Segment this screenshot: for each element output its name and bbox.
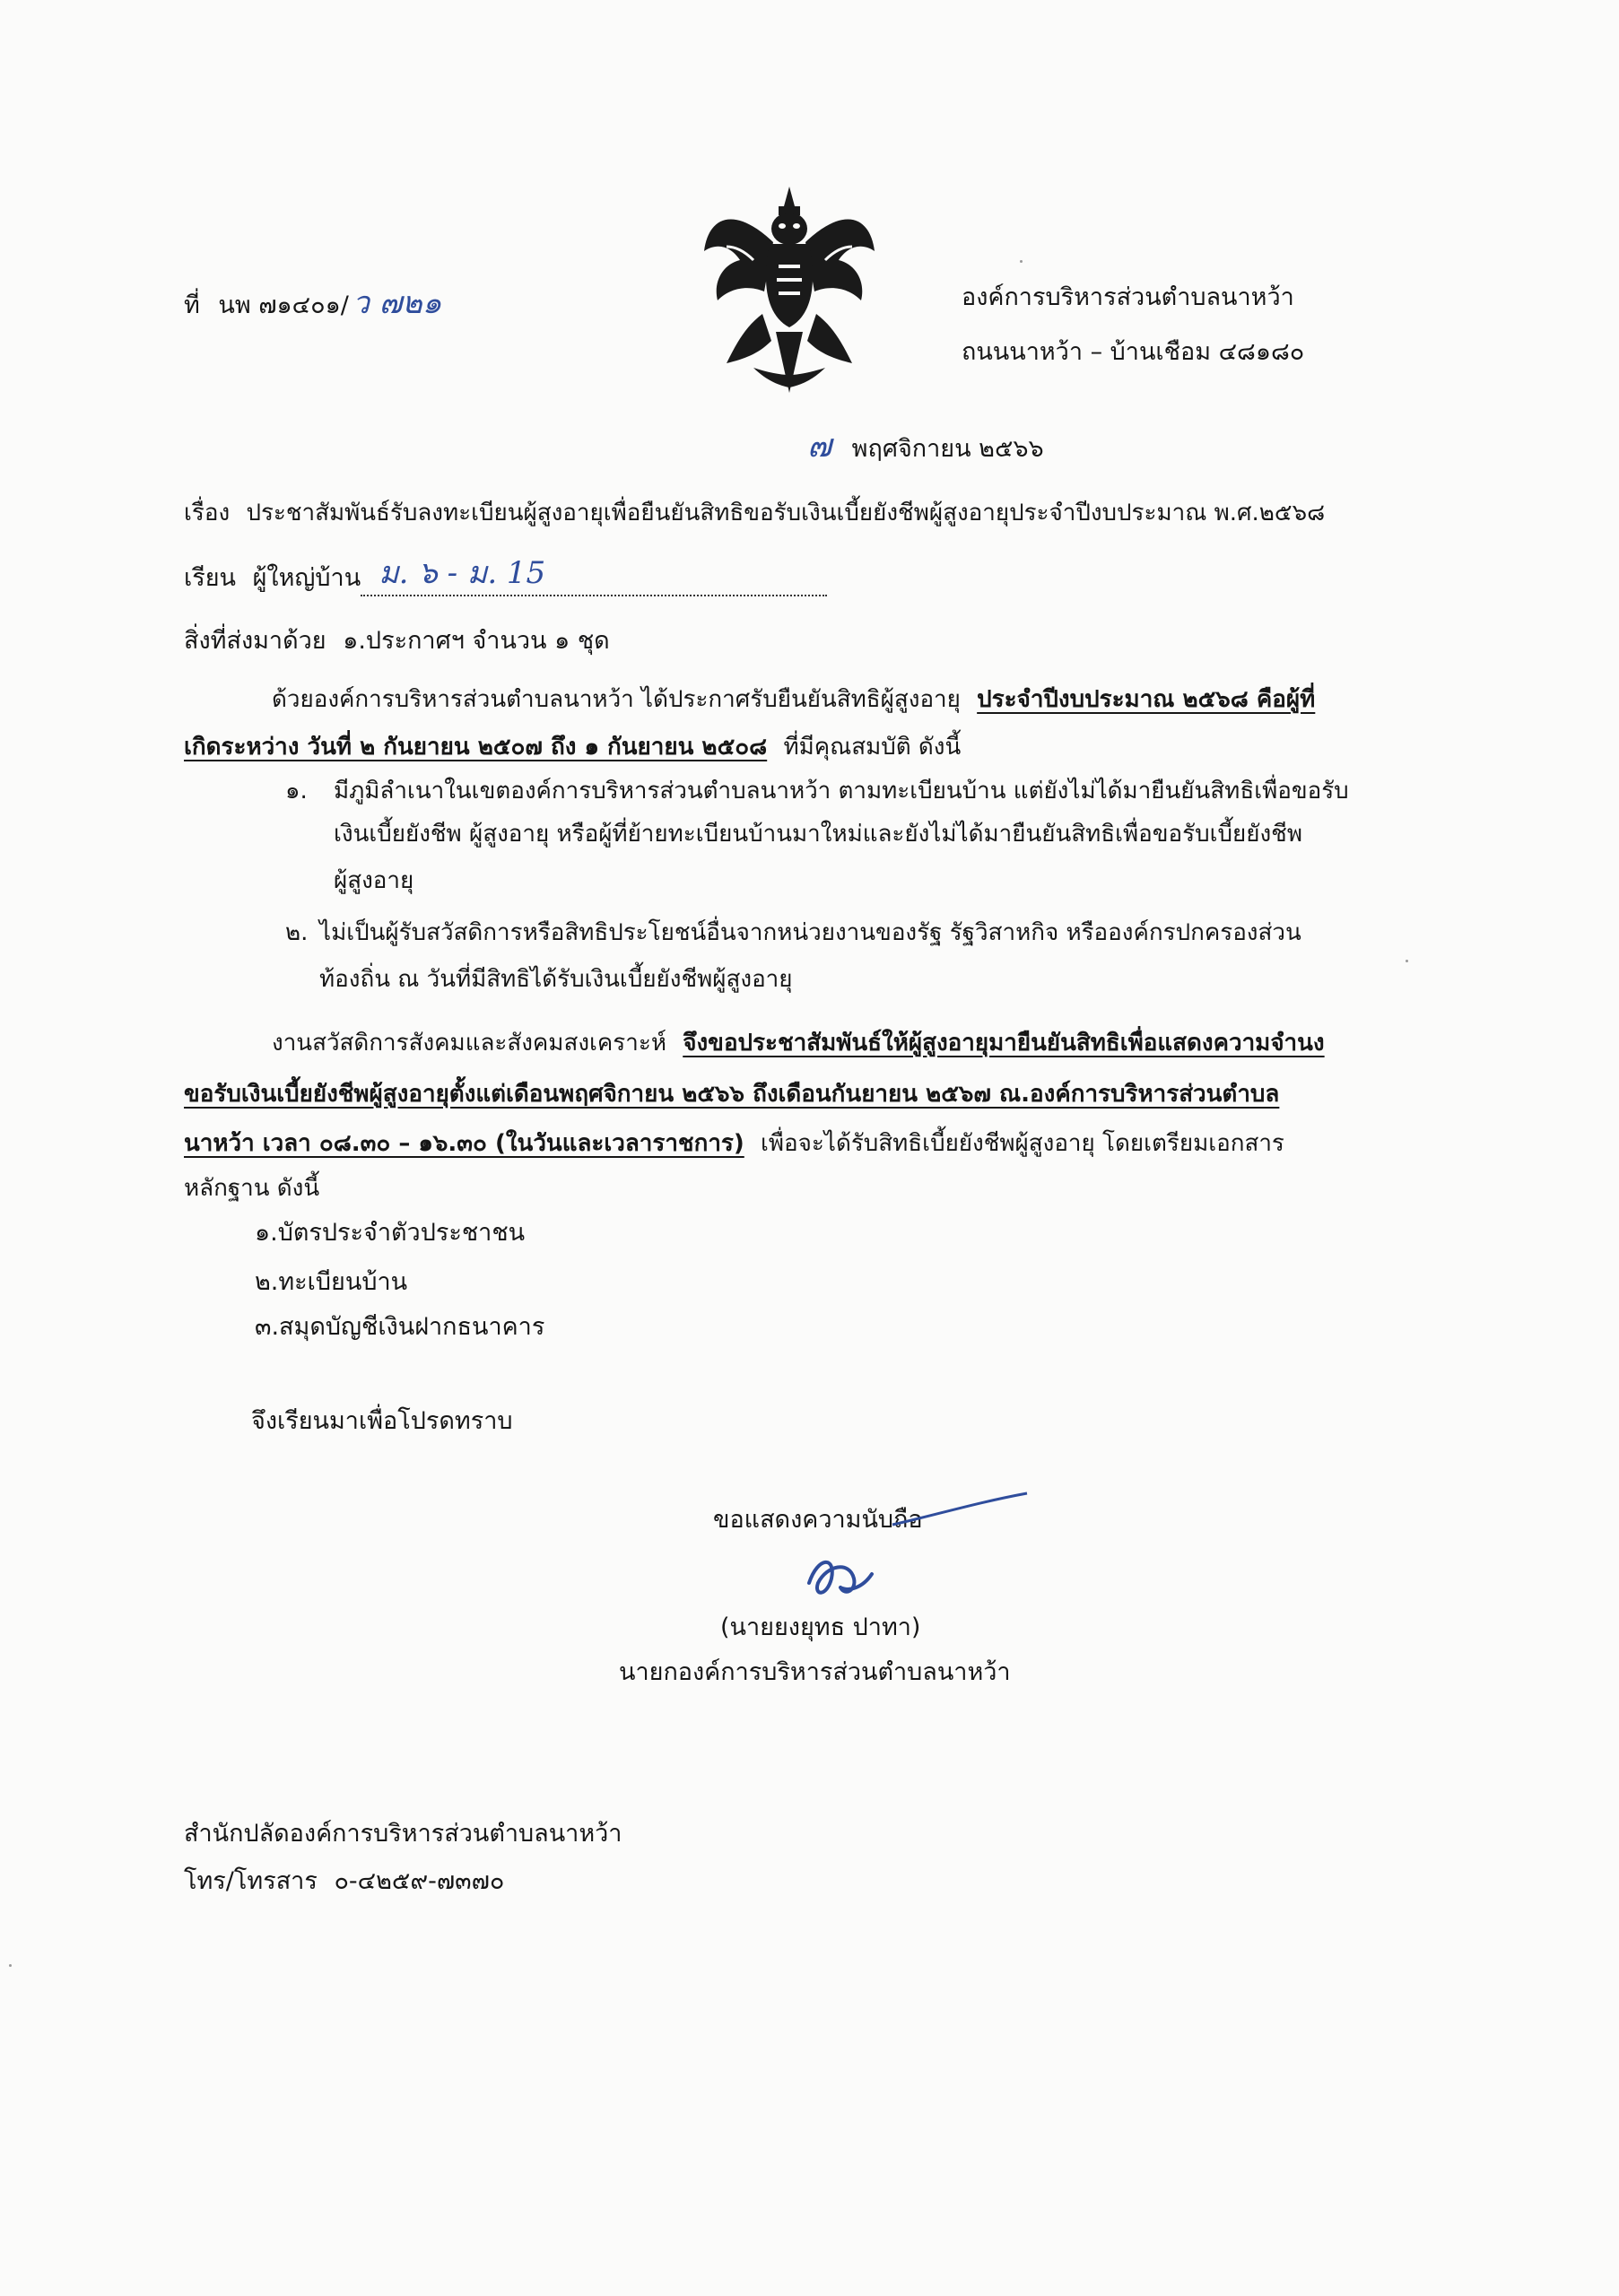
closing-line: จึงเรียนมาเพื่อโปรดทราบ — [251, 1407, 513, 1435]
subject-label: เรื่อง — [184, 500, 231, 526]
footer-phone-number: ๐-๔๒๕๙-๗๓๗๐ — [334, 1867, 505, 1895]
signature-icon — [800, 1547, 881, 1610]
paragraph-2-line-4: หลักฐาน ดังนี้ — [184, 1175, 320, 1202]
recipient-label: เรียน — [184, 564, 237, 592]
criteria-2-number: ๒. — [285, 919, 309, 946]
paragraph-2-highlight-1: จึงขอประชาสัมพันธ์ให้ผู้สูงอายุมายืนยันสิทธิเพื่อแสดงความจำนง — [683, 1030, 1325, 1057]
subject-text: ประชาสัมพันธ์รับลงทะเบียนผู้สูงอายุเพื่อยืนยันสิทธิขอรับเงินเบี้ยยังชีพผู้สูงอายุประจำปีงบประมาณ พ.ศ.๒๕๖๘ — [246, 500, 1326, 526]
paragraph-1-highlight: ประจำปีงบประมาณ ๒๕๖๘ คือผู้ที่ — [977, 686, 1316, 713]
paragraph-2-line-3 — [184, 1126, 1284, 1161]
recipient-line — [184, 555, 827, 596]
recipient-text: ผู้ใหญ่บ้าน — [252, 564, 361, 592]
reference-prefix: ที่ — [184, 291, 200, 319]
paragraph-2-line-1 — [272, 1025, 1325, 1061]
criteria-1-line-1: มีภูมิลำเนาในเขตองค์การบริหารส่วนตำบลนาหว้า ตามทะเบียนบ้าน แต่ยังไม่ได้มายืนยันสิทธิเพื่อขอรับ — [334, 778, 1349, 804]
paragraph-2-line-2: ขอรับเงินเบี้ยยังชีพผู้สูงอายุตั้งแต่เดือนพฤศจิกายน ๒๕๖๖ ถึงเดือนกันยายน ๒๕๖๗ ณ.องค์การบริหารส่วนตำบล — [184, 1081, 1280, 1108]
paragraph-2-intro: งานสวัสดิการสังคมและสังคมสงเคราะห์ — [272, 1030, 666, 1057]
regards-line: ขอแสดงความนับถือ — [713, 1506, 923, 1534]
signature-flourish-icon — [888, 1489, 1031, 1534]
date-handwritten-day: ๗ — [807, 428, 832, 465]
scan-speck — [1020, 260, 1023, 263]
reference-number — [184, 285, 441, 324]
enclosure-line — [184, 623, 610, 659]
organization-address: ถนนนาหว้า – บ้านเชือม ๔๘๑๘๐ — [962, 338, 1305, 366]
criteria-2-line-2: ท้องถิ่น ณ วันที่มีสิทธิได้รับเงินเบี้ยยังชีพผู้สูงอายุ — [319, 966, 793, 993]
criteria-1-number: ๑. — [285, 778, 308, 804]
garuda-emblem-icon — [700, 179, 879, 395]
document-item-1: ๑.บัตรประจำตัวประชาชน — [255, 1219, 526, 1247]
date-month-year: พฤศจิกายน ๒๕๖๖ — [851, 435, 1044, 463]
paragraph-1-intro: ด้วยองค์การบริหารส่วนตำบลนาหว้า ได้ประกาศรับยืนยันสิทธิผู้สูงอายุ — [272, 686, 961, 713]
footer-phone-label: โทร/โทรสาร — [184, 1867, 318, 1895]
paragraph-1-birth-range: เกิดระหว่าง วันที่ ๒ กันยายน ๒๕๐๗ ถึง ๑ กันยายน ๒๕๐๘ — [184, 734, 768, 761]
enclosure-label: สิ่งที่ส่งมาด้วย — [184, 627, 326, 655]
paragraph-1-line-2 — [184, 729, 961, 765]
footer-phone — [184, 1864, 504, 1900]
document-item-2: ๒.ทะเบียนบ้าน — [255, 1268, 408, 1296]
paragraph-1-line-1 — [272, 682, 1315, 718]
criteria-1-line-3: ผู้สูงอายุ — [334, 867, 414, 894]
signer-position: นายกองค์การบริหารส่วนตำบลนาหว้า — [619, 1658, 1011, 1686]
paragraph-2-office-hours: นาหว้า เวลา ๐๘.๓๐ – ๑๖.๓๐ (ในวันและเวลาราชการ) — [184, 1130, 744, 1157]
recipient-handwritten: ม. ๖ - ม. 15 — [379, 555, 546, 591]
scan-speck — [1406, 960, 1408, 962]
signer-name: (นายยงยุทธ ปาทา) — [720, 1613, 921, 1641]
enclosure-text: ๑.ประกาศฯ จำนวน ๑ ชุด — [343, 627, 610, 655]
letter-date — [807, 429, 1044, 467]
footer-office: สำนักปลัดองค์การบริหารส่วนตำบลนาหว้า — [184, 1820, 622, 1848]
document-item-3: ๓.สมุดบัญชีเงินฝากธนาคาร — [255, 1313, 545, 1341]
paragraph-1-suffix: ที่มีคุณสมบัติ ดังนี้ — [783, 734, 962, 761]
reference-handwritten: ว ๗๒๑ — [352, 285, 442, 321]
organization-name: องค์การบริหารส่วนตำบลนาหว้า — [962, 283, 1294, 311]
paragraph-2-suffix: เพื่อจะได้รับสิทธิเบี้ยยังชีพผู้สูงอายุ โดยเตรียมเอกสาร — [761, 1130, 1284, 1157]
recipient-fill-line — [361, 555, 827, 596]
reference-code: นพ ๗๑๔๐๑/ — [218, 291, 349, 319]
criteria-1-line-2: เงินเบี้ยยังชีพ ผู้สูงอายุ หรือผู้ที่ย้ายทะเบียนบ้านมาใหม่และยังไม่ได้มายืนยันสิทธิเพื่อขอรับเบี้ยยังชีพ — [334, 821, 1302, 848]
subject-line — [184, 495, 1325, 531]
scan-speck — [9, 1964, 12, 1967]
criteria-2-line-1: ไม่เป็นผู้รับสวัสดิการหรือสิทธิประโยชน์อื่นจากหน่วยงานของรัฐ รัฐวิสาหกิจ หรือองค์กรปกครองส่วน — [319, 919, 1301, 946]
